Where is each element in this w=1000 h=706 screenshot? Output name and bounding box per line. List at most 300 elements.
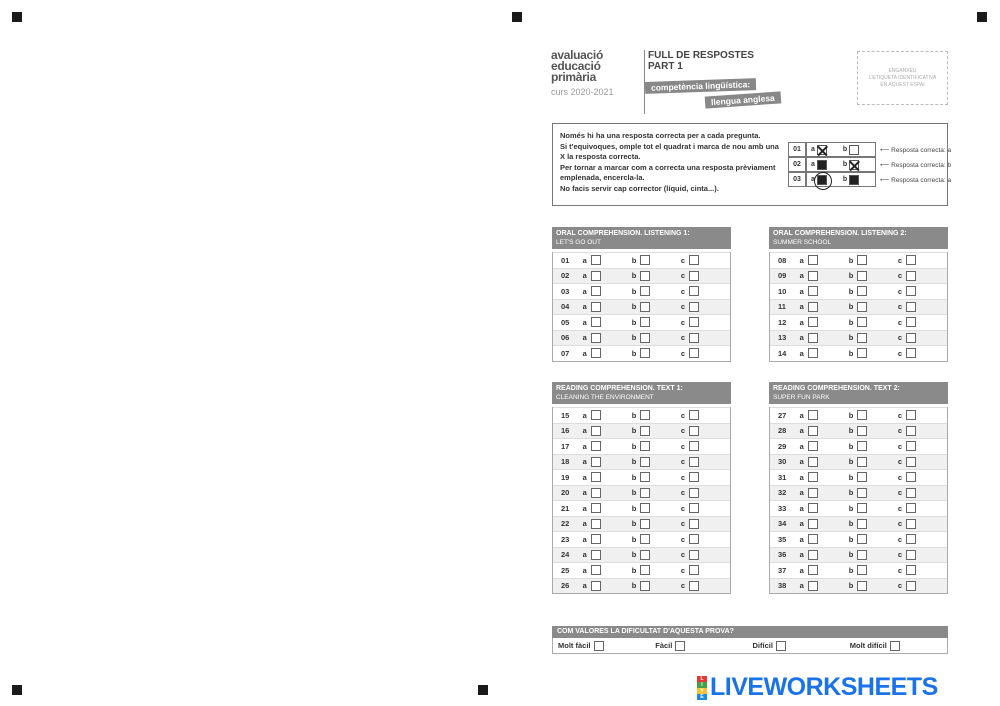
- example-number: 01: [788, 142, 806, 157]
- option-letter: b: [631, 410, 637, 420]
- option-letter: c: [897, 503, 903, 513]
- option-letter: a: [799, 519, 804, 529]
- question-number: 13: [778, 333, 787, 343]
- answer-checkbox[interactable]: [689, 457, 699, 467]
- answer-checkbox[interactable]: [857, 348, 867, 358]
- option-a: [583, 534, 632, 544]
- answer-checkbox[interactable]: [640, 550, 650, 560]
- option-a: [583, 271, 632, 281]
- option-a: [583, 348, 632, 358]
- option-c: [898, 534, 947, 544]
- section-header: [769, 382, 948, 404]
- option-letter: c: [680, 426, 686, 436]
- question-number: 03: [561, 286, 570, 296]
- answer-checkbox[interactable]: [808, 333, 818, 343]
- badge-letter: V: [697, 688, 707, 694]
- example-number: 03: [788, 172, 806, 187]
- brand-line: educació: [551, 59, 601, 73]
- option-c: [898, 503, 947, 513]
- checkbox[interactable]: [675, 641, 685, 651]
- example-note: ⟵ Resposta correcta: a: [880, 146, 952, 154]
- answer-checkbox[interactable]: [689, 488, 699, 498]
- registration-mark: [512, 12, 522, 22]
- option-a: [583, 565, 632, 575]
- answer-checkbox[interactable]: [591, 302, 601, 312]
- question-number: 28: [778, 426, 787, 436]
- answer-checkbox[interactable]: [906, 426, 916, 436]
- option-letter: b: [848, 410, 854, 420]
- option-a: [800, 472, 849, 482]
- option-a: [800, 550, 849, 560]
- registration-mark: [977, 12, 987, 22]
- answer-checkbox[interactable]: [808, 503, 818, 513]
- answer-checkbox[interactable]: [640, 441, 650, 451]
- option-letter: a: [582, 457, 587, 467]
- question-number: 07: [561, 348, 570, 358]
- answer-checkbox[interactable]: [640, 317, 650, 327]
- answer-checkbox[interactable]: [906, 581, 916, 591]
- option-letter: a: [799, 472, 804, 482]
- option-letter: b: [848, 534, 854, 544]
- answer-checkbox[interactable]: [857, 488, 867, 498]
- question-number: 30: [778, 457, 787, 467]
- answer-checkbox[interactable]: [808, 457, 818, 467]
- answer-checkbox[interactable]: [640, 302, 650, 312]
- answer-checkbox[interactable]: [591, 457, 601, 467]
- answer-checkbox[interactable]: [591, 519, 601, 529]
- answer-checkbox[interactable]: [591, 410, 601, 420]
- option-letter: c: [897, 534, 903, 544]
- difficulty-rating: [552, 626, 948, 654]
- answer-checkbox[interactable]: [640, 255, 650, 265]
- answer-checkbox[interactable]: [808, 286, 818, 296]
- option-letter: b: [848, 317, 854, 327]
- answer-checkbox[interactable]: [857, 550, 867, 560]
- option-letter: a: [582, 302, 587, 312]
- option-c: [681, 333, 730, 343]
- option-letter: a: [582, 472, 587, 482]
- option-letter: a: [799, 457, 804, 467]
- option-c: [681, 317, 730, 327]
- question-number: 14: [778, 348, 787, 358]
- option-letter: b: [848, 565, 854, 575]
- example-note-text: Resposta correcta: a: [891, 176, 952, 184]
- answer-checkbox[interactable]: [640, 503, 650, 513]
- option-letter: b: [631, 317, 637, 327]
- answer-checkbox[interactable]: [808, 317, 818, 327]
- option-letter: a: [799, 550, 804, 560]
- option-letter: a: [811, 161, 815, 168]
- answer-checkbox[interactable]: [808, 519, 818, 529]
- answer-checkbox[interactable]: [906, 488, 916, 498]
- option-c: [681, 286, 730, 296]
- option-letter: c: [680, 581, 686, 591]
- answer-checkbox[interactable]: [689, 519, 699, 529]
- answer-checkbox[interactable]: [808, 271, 818, 281]
- option-b: [632, 286, 681, 296]
- question-row: [770, 407, 947, 423]
- option-b: [632, 302, 681, 312]
- question-row: [553, 314, 730, 330]
- question-number: 23: [561, 534, 570, 544]
- option-a: [583, 503, 632, 513]
- answer-checkbox[interactable]: [591, 534, 601, 544]
- registration-mark: [12, 12, 22, 22]
- answer-checkbox[interactable]: [640, 410, 650, 420]
- option-b: [849, 255, 898, 265]
- answer-checkbox[interactable]: [808, 302, 818, 312]
- answer-checkbox[interactable]: [591, 472, 601, 482]
- option-letter: c: [680, 286, 686, 296]
- answer-checkbox[interactable]: [857, 457, 867, 467]
- answer-checkbox[interactable]: [640, 534, 650, 544]
- option-b: [632, 503, 681, 513]
- answer-checkbox[interactable]: [857, 302, 867, 312]
- checkbox[interactable]: [594, 641, 604, 651]
- answer-checkbox[interactable]: [591, 488, 601, 498]
- question-number: 38: [778, 581, 787, 591]
- option-letter: a: [582, 565, 587, 575]
- answer-checkbox[interactable]: [857, 581, 867, 591]
- answer-checkbox[interactable]: [689, 271, 699, 281]
- option-letter: a: [799, 503, 804, 513]
- answer-checkbox[interactable]: [906, 286, 916, 296]
- option-letter: b: [842, 146, 848, 153]
- section-reading-1: [552, 382, 731, 594]
- option-a: [800, 581, 849, 591]
- answer-checkbox[interactable]: [640, 565, 650, 575]
- question-row: [553, 578, 730, 594]
- option-letter: b: [631, 519, 637, 529]
- question-number: 16: [561, 426, 570, 436]
- answer-checkbox[interactable]: [640, 271, 650, 281]
- section-listening-2: [769, 227, 948, 362]
- answer-checkbox[interactable]: [808, 441, 818, 451]
- crossed-box-icon: [849, 160, 859, 170]
- answer-checkbox[interactable]: [591, 565, 601, 575]
- option-c: [898, 255, 947, 265]
- option-b: [849, 410, 898, 420]
- answer-checkbox[interactable]: [591, 286, 601, 296]
- question-row: [553, 454, 730, 470]
- option-c: [681, 271, 730, 281]
- answer-checkbox[interactable]: [591, 271, 601, 281]
- answer-checkbox[interactable]: [689, 565, 699, 575]
- answer-checkbox[interactable]: [591, 550, 601, 560]
- answer-checkbox[interactable]: [906, 441, 916, 451]
- answer-checkbox[interactable]: [808, 426, 818, 436]
- answer-checkbox[interactable]: [689, 286, 699, 296]
- instruction-line: Només hi ha una resposta correcta per a cada pregunta.: [560, 131, 761, 140]
- option-b: [632, 441, 681, 451]
- option-b: [632, 550, 681, 560]
- option-c: [681, 519, 730, 529]
- option-letter: c: [897, 565, 903, 575]
- option-b: [632, 271, 681, 281]
- answer-checkbox[interactable]: [906, 472, 916, 482]
- option-letter: b: [631, 441, 637, 451]
- option-a: [800, 565, 849, 575]
- option-letter: b: [848, 426, 854, 436]
- option-a: [583, 317, 632, 327]
- question-number: 12: [778, 317, 787, 327]
- answer-checkbox[interactable]: [591, 348, 601, 358]
- question-number: 06: [561, 333, 570, 343]
- option-c: [681, 534, 730, 544]
- question-row: [770, 283, 947, 299]
- answer-checkbox[interactable]: [906, 550, 916, 560]
- option-letter: b: [631, 348, 637, 358]
- answer-checkbox[interactable]: [906, 519, 916, 529]
- answer-checkbox[interactable]: [640, 333, 650, 343]
- crossed-box-icon: [817, 145, 827, 155]
- answer-checkbox[interactable]: [857, 271, 867, 281]
- answer-checkbox[interactable]: [640, 472, 650, 482]
- badge-letter: L: [697, 676, 707, 682]
- answer-checkbox[interactable]: [906, 348, 916, 358]
- option-letter: c: [680, 472, 686, 482]
- checkbox[interactable]: [776, 641, 786, 651]
- option-letter: a: [799, 534, 804, 544]
- answer-checkbox[interactable]: [808, 488, 818, 498]
- answer-checkbox[interactable]: [857, 472, 867, 482]
- option-c: [681, 550, 730, 560]
- answer-checkbox[interactable]: [857, 333, 867, 343]
- question-row: [553, 423, 730, 439]
- option-letter: a: [582, 441, 587, 451]
- difficulty-option: [558, 641, 655, 651]
- option-letter: b: [631, 550, 637, 560]
- option-b: [849, 457, 898, 467]
- option-c: [898, 472, 947, 482]
- question-number: 02: [561, 271, 570, 281]
- answer-checkbox[interactable]: [689, 472, 699, 482]
- logo-text: LIVEWORKSHEETS: [710, 673, 938, 701]
- question-row: [553, 283, 730, 299]
- answer-checkbox[interactable]: [640, 519, 650, 529]
- option-letter: c: [680, 550, 686, 560]
- option-c: [898, 271, 947, 281]
- question-row: [553, 562, 730, 578]
- option-b: [632, 581, 681, 591]
- option-letter: b: [848, 441, 854, 451]
- option-letter: a: [799, 317, 804, 327]
- option-b: [632, 488, 681, 498]
- option-letter: a: [799, 286, 804, 296]
- option-letter: a: [811, 176, 815, 183]
- option-letter: a: [799, 581, 804, 591]
- answer-checkbox[interactable]: [640, 457, 650, 467]
- question-row: [553, 252, 730, 268]
- option-letter: c: [897, 317, 903, 327]
- option-letter: c: [680, 534, 686, 544]
- option-a: [800, 317, 849, 327]
- answer-checkbox[interactable]: [906, 457, 916, 467]
- option-c: [681, 565, 730, 575]
- answer-checkbox[interactable]: [689, 348, 699, 358]
- brand-line: primària: [551, 70, 596, 84]
- difficulty-options: [552, 638, 948, 654]
- option-letter: a: [582, 519, 587, 529]
- registration-mark: [478, 685, 488, 695]
- answer-checkbox[interactable]: [640, 581, 650, 591]
- answer-checkbox[interactable]: [857, 255, 867, 265]
- answer-checkbox[interactable]: [689, 503, 699, 513]
- answer-checkbox[interactable]: [906, 333, 916, 343]
- answer-checkbox[interactable]: [689, 255, 699, 265]
- answer-checkbox[interactable]: [591, 426, 601, 436]
- answer-checkbox[interactable]: [689, 441, 699, 451]
- answer-rows: [552, 252, 731, 362]
- checkbox[interactable]: [890, 641, 900, 651]
- answer-checkbox[interactable]: [857, 441, 867, 451]
- option-c: [898, 286, 947, 296]
- option-a: [583, 457, 632, 467]
- option-letter: c: [680, 333, 686, 343]
- option-a: [583, 488, 632, 498]
- answer-checkbox[interactable]: [591, 503, 601, 513]
- answer-checkbox[interactable]: [689, 550, 699, 560]
- answer-checkbox[interactable]: [906, 565, 916, 575]
- answer-checkbox[interactable]: [857, 426, 867, 436]
- answer-checkbox[interactable]: [906, 317, 916, 327]
- answer-checkbox[interactable]: [591, 441, 601, 451]
- question-number: 20: [561, 488, 570, 498]
- option-c: [898, 441, 947, 451]
- answer-checkbox[interactable]: [906, 503, 916, 513]
- answer-checkbox[interactable]: [808, 348, 818, 358]
- answer-checkbox[interactable]: [591, 333, 601, 343]
- instructions-text: [560, 131, 785, 195]
- option-letter: a: [582, 255, 587, 265]
- section-header: [769, 227, 948, 249]
- answer-checkbox[interactable]: [591, 581, 601, 591]
- option-b: [849, 441, 898, 451]
- answer-checkbox[interactable]: [689, 317, 699, 327]
- answer-checkbox[interactable]: [857, 519, 867, 529]
- question-row: [770, 299, 947, 315]
- option-letter: c: [680, 441, 686, 451]
- answer-checkbox[interactable]: [808, 534, 818, 544]
- answer-checkbox[interactable]: [906, 271, 916, 281]
- option-a: [583, 519, 632, 529]
- answer-checkbox[interactable]: [808, 565, 818, 575]
- option-letter: c: [680, 503, 686, 513]
- answer-checkbox[interactable]: [640, 426, 650, 436]
- answer-checkbox[interactable]: [857, 410, 867, 420]
- option-letter: c: [680, 488, 686, 498]
- answer-checkbox[interactable]: [906, 255, 916, 265]
- question-row: [770, 531, 947, 547]
- option-b: [849, 534, 898, 544]
- section-listening-1: [552, 227, 731, 362]
- answer-checkbox[interactable]: [591, 255, 601, 265]
- answer-checkbox[interactable]: [906, 534, 916, 544]
- difficulty-label: Fàcil: [655, 641, 673, 650]
- option-letter: c: [897, 472, 903, 482]
- section-subtitle: SUMMER SCHOOL: [773, 239, 832, 246]
- option-letter: a: [799, 302, 804, 312]
- option-letter: b: [848, 488, 854, 498]
- answer-rows: [769, 407, 948, 594]
- option-c: [898, 317, 947, 327]
- option-letter: a: [799, 255, 804, 265]
- option-letter: b: [842, 161, 848, 168]
- option-b: [632, 426, 681, 436]
- answer-checkbox[interactable]: [808, 550, 818, 560]
- option-letter: b: [631, 271, 637, 281]
- option-letter: c: [897, 488, 903, 498]
- answer-checkbox[interactable]: [808, 472, 818, 482]
- brand-line: avaluació: [551, 48, 603, 62]
- option-a: [800, 519, 849, 529]
- option-letter: c: [897, 550, 903, 560]
- answer-checkbox[interactable]: [689, 410, 699, 420]
- option-letter: a: [799, 426, 804, 436]
- answer-checkbox[interactable]: [640, 286, 650, 296]
- question-number: 33: [778, 503, 787, 513]
- answer-checkbox[interactable]: [591, 317, 601, 327]
- answer-checkbox[interactable]: [906, 302, 916, 312]
- option-letter: c: [897, 348, 903, 358]
- option-b: [849, 426, 898, 436]
- answer-checkbox[interactable]: [689, 302, 699, 312]
- answer-checkbox[interactable]: [857, 534, 867, 544]
- question-number: 24: [561, 550, 570, 560]
- answer-checkbox[interactable]: [689, 581, 699, 591]
- answer-checkbox[interactable]: [640, 348, 650, 358]
- option-letter: c: [680, 348, 686, 358]
- answer-checkbox[interactable]: [689, 333, 699, 343]
- answer-checkbox[interactable]: [640, 488, 650, 498]
- option-letter: b: [631, 488, 637, 498]
- option-b: [849, 519, 898, 529]
- option-a: [800, 534, 849, 544]
- option-letter: c: [680, 457, 686, 467]
- answer-checkbox[interactable]: [906, 410, 916, 420]
- option-c: [681, 472, 730, 482]
- option-b: [849, 302, 898, 312]
- option-b: [632, 565, 681, 575]
- registration-mark: [12, 685, 22, 695]
- subject-tag: competència lingüística:: [645, 78, 757, 94]
- answer-checkbox[interactable]: [808, 255, 818, 265]
- answer-rows: [769, 252, 948, 362]
- option-letter: c: [897, 581, 903, 591]
- example-number: 02: [788, 157, 806, 172]
- answer-checkbox[interactable]: [808, 410, 818, 420]
- instruction-line: Si t'equivoques, omple tot el quadrat i marca de nou amb una X la resposta correcta.: [560, 142, 779, 161]
- answer-checkbox[interactable]: [857, 286, 867, 296]
- empty-box-icon: [849, 145, 859, 155]
- answer-checkbox[interactable]: [689, 534, 699, 544]
- answer-checkbox[interactable]: [857, 565, 867, 575]
- answer-checkbox[interactable]: [857, 503, 867, 513]
- question-row: [770, 268, 947, 284]
- option-b: [632, 255, 681, 265]
- page-title: [648, 50, 754, 72]
- question-row: [553, 500, 730, 516]
- instruction-line: Per tornar a marcar com a correcta una resposta prèviament emplenada, encercla-la.: [560, 163, 776, 182]
- option-letter: a: [799, 410, 804, 420]
- answer-checkbox[interactable]: [808, 581, 818, 591]
- difficulty-title: COM VALORES LA DIFICULTAT D'AQUESTA PROVA?: [552, 626, 948, 638]
- answer-checkbox[interactable]: [689, 426, 699, 436]
- question-number: 22: [561, 519, 570, 529]
- question-number: 26: [561, 581, 570, 591]
- option-a: [583, 441, 632, 451]
- answer-checkbox[interactable]: [857, 317, 867, 327]
